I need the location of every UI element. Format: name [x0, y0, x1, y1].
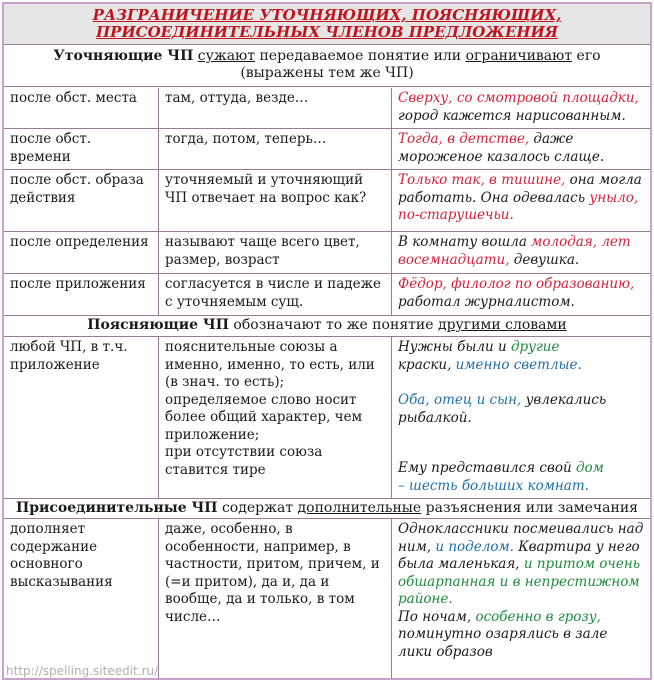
example-text: девушка. [509, 251, 580, 268]
cell-position: любой ЧП, в т.ч. приложение [4, 337, 159, 498]
section-note: (выражены тем же ЧП) [240, 65, 414, 81]
cell-markers: согласуется в числе и падеже с уточняемым сущ. [159, 274, 392, 315]
example-text: Нужны были и [398, 339, 511, 355]
example-highlight: Только так, в тишине, [398, 172, 566, 188]
example-text: мороженое казалось слаще. [398, 148, 605, 165]
cell-position: после обст. образа действия [4, 170, 159, 231]
cell-markers: там, оттуда, везде… [159, 88, 392, 128]
cell-position: после обст. времени [4, 129, 159, 169]
table-title [4, 4, 650, 45]
section-text: содержат [217, 500, 298, 516]
section-header-connective [4, 499, 650, 519]
cell-example [392, 274, 650, 315]
section-header-explanatory [4, 316, 650, 337]
example-text: краски, [398, 356, 456, 373]
marker-text: при отсутствии союза ставится тире [165, 444, 323, 478]
cell-example [392, 519, 650, 678]
cell-markers: уточняемый и уточняющий ЧП отвечает на вопрос как? [159, 170, 392, 231]
section-text: его [572, 48, 601, 64]
cell-position: после определения [4, 232, 159, 273]
section-text: передаваемое понятие или [255, 48, 466, 64]
example-text: Одноклассники посмеивались над ним, [398, 521, 644, 555]
example-text: даже [529, 131, 574, 147]
section-keyword: сужают [197, 48, 255, 64]
cell-example [392, 170, 650, 231]
section-text: разъяснения или замечания [421, 500, 638, 516]
section-term: Поясняющие ЧП [87, 317, 229, 333]
example-text: увлекались рыбалкой. [398, 392, 607, 426]
cell-markers: даже, особенно, в особенности, например, в частности, притом, причем, и (=и притом), да и, да и вообще, да и только, в том числе… [159, 519, 392, 678]
section-term: Уточняющие ЧП [53, 48, 194, 64]
cell-position: дополняет содержание основного высказывания [4, 519, 159, 678]
example-highlight: особенно в грозу, [475, 608, 601, 625]
title-line-2: ПРИСОЕДИНИТЕЛЬНЫХ ЧЛЕНОВ ПРЕДЛОЖЕНИЯ [96, 23, 558, 41]
section-text: обозначают то же понятие [228, 317, 438, 333]
example-highlight: и поделом. [435, 538, 514, 555]
cell-example [392, 232, 650, 273]
example-text: поминутно озарялись в зале лики образов [398, 626, 608, 660]
section-header-clarifying [4, 45, 650, 87]
example-highlight: молодая, лет восемнадцати, [398, 234, 631, 268]
section-term: Присоединительные ЧП [15, 500, 218, 516]
marker-text: пояснительные союзы а именно, именно, то есть, или (в знач. то есть); [165, 339, 375, 390]
example-text: она могла работать. Она одевалась [398, 172, 642, 206]
example-highlight: уныло, по-старушечьи. [398, 189, 639, 223]
example-highlight: дом [575, 460, 604, 476]
cell-markers: называют чаще всего цвет, размер, возраст [159, 232, 392, 273]
example-highlight: Фёдор, филолог по образованию, [398, 276, 635, 292]
cell-example [392, 88, 650, 128]
example-highlight: другие [510, 339, 560, 355]
marker-text: определяемое слово носит более общий характер, чем приложение; [165, 391, 363, 443]
example-highlight: и притом очень обшарпанная и в непрестижном районе. [398, 556, 641, 607]
cell-position: после приложения [4, 274, 159, 315]
cell-markers [159, 337, 392, 498]
example-text: работал журналистом. [398, 293, 575, 310]
section-keyword: другими словами [437, 317, 567, 333]
example-highlight: именно светлые. [455, 356, 582, 373]
example-highlight: Оба, отец и сын, [398, 392, 522, 408]
section-keyword: ограничивают [465, 48, 573, 64]
title-line-1: РАЗГРАНИЧЕНИЕ УТОЧНЯЮЩИХ, ПОЯСНЯЮЩИХ, [92, 6, 562, 24]
example-highlight: – шесть больших комнат. [398, 477, 589, 494]
example-text: Ему представился свой [398, 460, 576, 476]
example-highlight: Тогда, в детстве, [398, 131, 530, 147]
cell-position: после обст. места [4, 88, 159, 128]
watermark-url: http://spelling.siteedit.ru/ [6, 664, 159, 678]
example-text: По ночам, [398, 608, 476, 625]
cell-example [392, 129, 650, 169]
cell-example [392, 337, 650, 498]
example-text: В комнату вошла [398, 234, 532, 250]
example-text: город кажется нарисованным. [398, 107, 626, 124]
rules-table [2, 2, 652, 680]
cell-markers: тогда, потом, теперь… [159, 129, 392, 169]
section-keyword: дополнительные [297, 500, 422, 516]
example-text: Квартира у него была маленькая, [398, 538, 640, 572]
example-highlight: Сверху, со смотровой площадки, [398, 90, 639, 106]
